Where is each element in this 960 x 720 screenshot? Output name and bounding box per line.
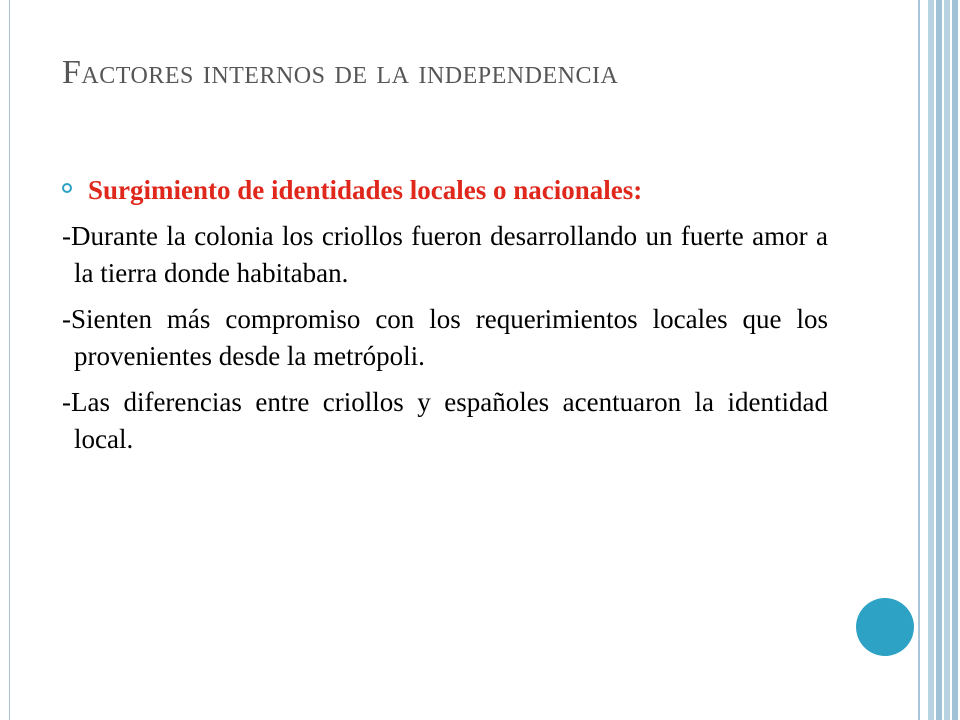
slide-title: Factores internos de la independencia <box>62 54 619 91</box>
paragraph-compromiso: -Sienten más compromiso con los requerimientos locales que los provenientes desde la metrópoli. <box>62 304 828 371</box>
right-decorative-stripes <box>928 0 960 720</box>
bullet-circle-icon <box>62 183 72 193</box>
paragraph-colonia: -Durante la colonia los criollos fueron desarrollando un fuerte amor a la tierra donde habitaban. <box>62 221 828 288</box>
left-frame-line <box>9 0 10 720</box>
paragraph-diferencias: -Las diferencias entre criollos y españoles acentuaron la identidad local. <box>62 387 828 454</box>
bullet-heading: Surgimiento de identidades locales o nacionales: <box>88 175 643 205</box>
right-frame-line <box>918 0 920 720</box>
slide-content <box>62 172 828 467</box>
bullet-item <box>62 172 828 209</box>
decorative-circle-icon <box>856 598 914 656</box>
